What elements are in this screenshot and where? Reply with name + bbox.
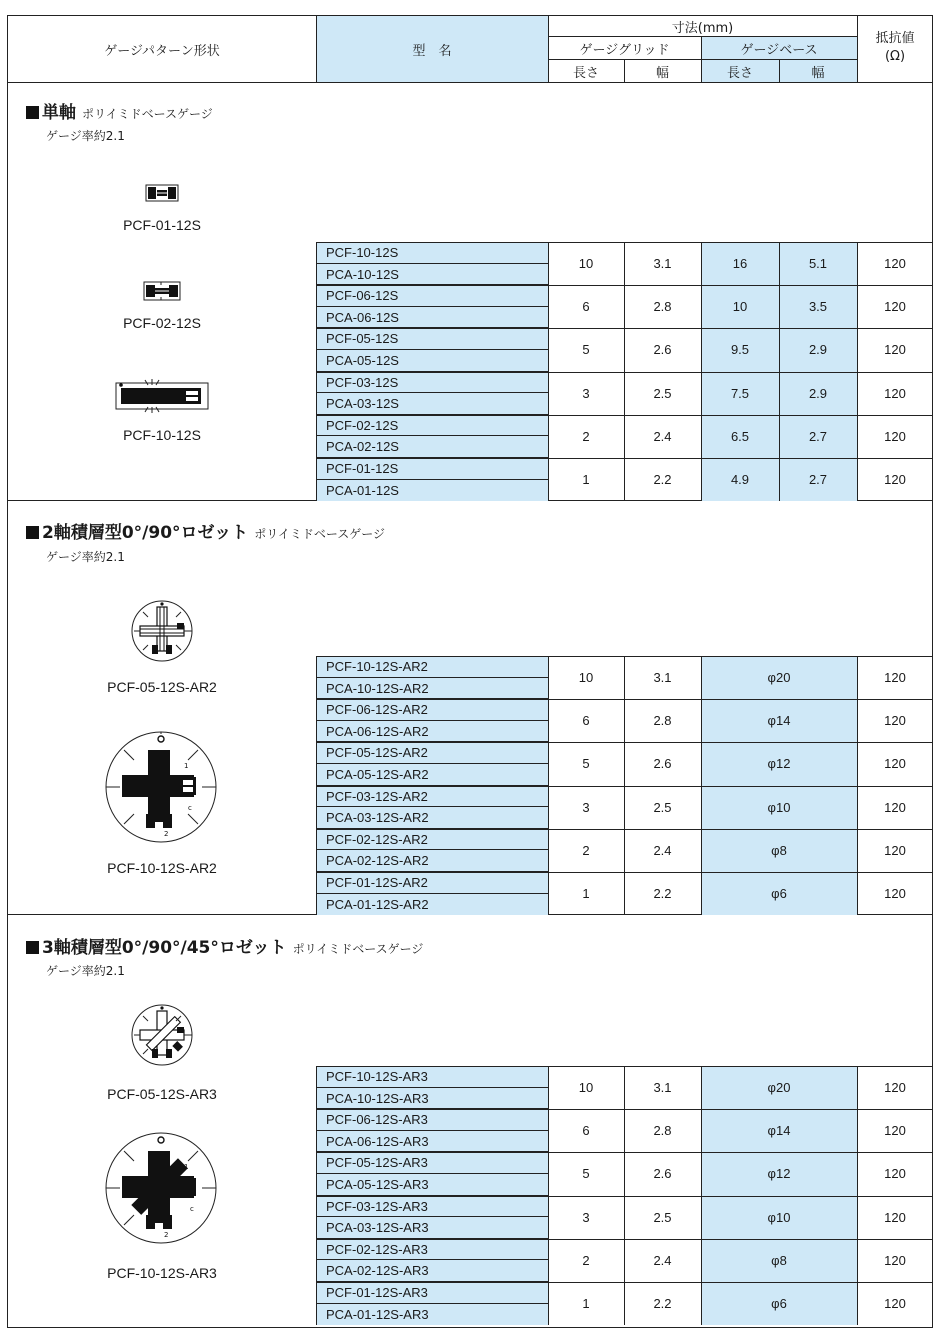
resistance-value: 120 (884, 842, 906, 858)
model-name-cell: PCA-06-12S-AR3 (316, 1131, 548, 1153)
model-name-cell: PCF-03-12S-AR3 (316, 1196, 548, 1218)
base-diameter-value: φ10 (767, 1209, 791, 1225)
grid-length-value: 3 (582, 799, 590, 815)
resistance-unit: (Ω) (884, 49, 906, 64)
base-diameter-value: φ12 (767, 1166, 791, 1182)
rosette-pcf-05-12s-ar3-icon (130, 1003, 194, 1067)
grid-length-value: 3 (582, 385, 590, 401)
model-name-cell: PCA-02-12S (316, 436, 548, 458)
model-name-cell: PCA-10-12S-AR2 (316, 678, 548, 700)
model-name-cell: PCF-02-12S-AR2 (316, 829, 548, 851)
grid-width-value: 2.8 (653, 299, 672, 315)
gauge-pcf-10-12s-icon (115, 379, 209, 413)
base-width-value: 2.9 (808, 342, 828, 358)
resistance-value: 120 (884, 886, 906, 902)
base-diameter-value: φ14 (767, 713, 791, 729)
grid-length-value: 5 (582, 756, 590, 772)
model-name-cell: PCF-01-12S-AR2 (316, 872, 548, 894)
resistance-value: 120 (884, 1209, 906, 1225)
rosette-pcf-05-12s-ar2-icon (130, 599, 194, 663)
grid-width-value: 3.1 (653, 1080, 672, 1096)
dimensions-group-header: 寸法(mm) (671, 20, 734, 36)
resistance-value: 120 (884, 428, 906, 444)
model-name-cell: PCF-01-12S (316, 458, 548, 480)
base-width-value: 2.7 (808, 472, 828, 488)
model-name-cell: PCA-10-12S (316, 264, 548, 286)
rosette-pcf-10-12s-ar2-icon (104, 730, 218, 844)
grid-length-value: 5 (582, 1166, 590, 1182)
model-name-cell: PCF-06-12S (316, 285, 548, 307)
model-name-cell: PCA-10-12S-AR3 (316, 1088, 548, 1110)
base-diameter-value: φ8 (771, 1252, 787, 1268)
caption-pcf-05-12s-ar3: PCF-05-12S-AR3 (107, 1086, 217, 1102)
base-diameter-value: φ6 (771, 886, 787, 902)
section-title-3axis: 3軸積層型0°/90°/45°ロゼット ポリイミドベースゲージ (26, 933, 423, 958)
grid-width-value: 2.8 (653, 713, 672, 729)
section-title-2axis: 2軸積層型0°/90°ロゼット ポリイミドベースゲージ (26, 518, 385, 543)
grid-length-value: 2 (582, 1252, 590, 1268)
base-diameter-value: φ10 (767, 799, 791, 815)
resistance-value: 120 (884, 1166, 906, 1182)
grid-length-value: 6 (582, 299, 590, 315)
base-diameter-value: φ14 (767, 1123, 791, 1139)
resistance-value: 120 (884, 756, 906, 772)
base-length-header: 長さ (726, 65, 753, 81)
grid-length-value: 2 (582, 842, 590, 858)
grid-width-value: 2.2 (653, 1296, 672, 1312)
base-length-value: 7.5 (730, 385, 750, 401)
grid-width-value: 2.6 (653, 342, 672, 358)
grid-width-value: 2.8 (653, 1123, 672, 1139)
resistance-header (857, 30, 933, 66)
resistance-value: 120 (884, 1080, 906, 1096)
grid-length-value: 10 (578, 670, 594, 686)
svg-text:1: 1 (184, 1163, 189, 1171)
grid-length-value: 10 (578, 1080, 594, 1096)
model-name-cell: PCA-01-12S-AR2 (326, 896, 429, 912)
model-name-cell: PCF-10-12S (316, 242, 548, 264)
grid-width-value: 2.5 (653, 1209, 672, 1225)
svg-text:c: c (190, 1205, 194, 1213)
svg-text:1: 1 (184, 762, 189, 770)
grid-length-value: 3 (582, 1209, 590, 1225)
model-name-cell: PCF-05-12S (316, 328, 548, 350)
svg-text:c: c (188, 804, 192, 812)
model-name-cell: PCA-06-12S (316, 307, 548, 329)
model-name-cell: PCF-02-12S-AR3 (316, 1239, 548, 1261)
resistance-value: 120 (884, 256, 906, 272)
base-length-value: 10 (732, 299, 748, 315)
resistance-value: 120 (884, 1252, 906, 1268)
grid-group-header: ゲージグリッド (579, 42, 670, 58)
gauge-factor-2axis: ゲージ率約2.1 (46, 550, 125, 564)
model-name-cell: PCF-03-12S (316, 372, 548, 394)
model-name-cell: PCA-02-12S-AR2 (316, 850, 548, 872)
base-length-value: 16 (732, 256, 748, 272)
grid-width-value: 3.1 (653, 256, 672, 272)
model-name-cell: PCA-01-12S-AR3 (326, 1306, 429, 1322)
model-name-cell: PCA-05-12S-AR2 (316, 764, 548, 786)
model-name-cell: PCF-10-12S-AR3 (316, 1066, 548, 1088)
gauge-pcf-02-12s-icon (143, 281, 181, 301)
resistance-value: 120 (884, 342, 906, 358)
model-name-cell: PCF-01-12S-AR3 (316, 1282, 548, 1304)
grid-length-value: 2 (582, 428, 590, 444)
model-name-cell: PCF-06-12S-AR2 (316, 699, 548, 721)
caption-pcf-10-12s-ar2: PCF-10-12S-AR2 (107, 860, 217, 876)
model-name-cell: PCF-10-12S-AR2 (316, 656, 548, 678)
gauge-pcf-01-12s-icon (145, 184, 179, 202)
grid-width-value: 2.5 (653, 799, 672, 815)
resistance-value: 120 (884, 713, 906, 729)
resistance-value: 120 (884, 670, 906, 686)
base-width-header: 幅 (811, 65, 825, 81)
resistance-label: 抵抗値 (875, 31, 915, 46)
grid-width-value: 2.2 (653, 886, 672, 902)
grid-length-value: 6 (582, 1123, 590, 1139)
resistance-value: 120 (884, 1296, 906, 1312)
grid-length-value: 6 (582, 713, 590, 729)
caption-pcf-10-12s-ar3: PCF-10-12S-AR3 (107, 1265, 217, 1281)
model-name-cell: PCF-03-12S-AR2 (316, 786, 548, 808)
base-length-value: 9.5 (730, 342, 750, 358)
model-name-cell: PCA-03-12S (316, 393, 548, 415)
model-name-cell: PCA-05-12S (316, 350, 548, 372)
base-diameter-value: φ12 (767, 756, 791, 772)
base-length-value: 6.5 (730, 428, 750, 444)
grid-width-header: 幅 (655, 65, 669, 81)
grid-width-value: 3.1 (653, 670, 672, 686)
grid-width-value: 2.4 (653, 842, 672, 858)
square-bullet-icon (26, 526, 39, 539)
gauge-factor-3axis: ゲージ率約2.1 (46, 964, 125, 978)
caption-pcf-02-12s: PCF-02-12S (123, 315, 201, 331)
grid-length-value: 10 (578, 256, 594, 272)
base-diameter-value: φ8 (771, 842, 787, 858)
grid-length-value: 1 (582, 472, 590, 488)
base-width-value: 5.1 (808, 256, 828, 272)
grid-width-value: 2.6 (653, 756, 672, 772)
resistance-value: 120 (884, 385, 906, 401)
model-column-header: 型 名 (412, 43, 452, 59)
grid-width-value: 2.4 (653, 1252, 672, 1268)
grid-width-value: 2.4 (653, 428, 672, 444)
caption-pcf-01-12s: PCF-01-12S (123, 217, 201, 233)
base-length-value: 4.9 (730, 472, 750, 488)
gauge-factor-uniaxial: ゲージ率約2.1 (46, 129, 125, 143)
model-name-cell: PCA-03-12S-AR2 (316, 807, 548, 829)
base-group-header: ゲージベース (740, 42, 818, 58)
square-bullet-icon (26, 941, 39, 954)
svg-text:2: 2 (164, 1231, 169, 1239)
base-diameter-value: φ6 (771, 1296, 787, 1312)
base-diameter-value: φ20 (767, 1080, 791, 1096)
model-name-cell: PCA-02-12S-AR3 (316, 1260, 548, 1282)
model-name-cell: PCA-05-12S-AR3 (316, 1174, 548, 1196)
model-name-cell: PCF-05-12S-AR3 (316, 1152, 548, 1174)
grid-length-value: 1 (582, 1296, 590, 1312)
resistance-value: 120 (884, 799, 906, 815)
grid-length-value: 5 (582, 342, 590, 358)
caption-pcf-10-12s: PCF-10-12S (123, 427, 201, 443)
base-diameter-value: φ20 (767, 670, 791, 686)
model-name-cell: PCF-02-12S (316, 415, 548, 437)
resistance-value: 120 (884, 299, 906, 315)
svg-text:2: 2 (164, 830, 169, 838)
grid-width-value: 2.6 (653, 1166, 672, 1182)
model-name-cell: PCF-06-12S-AR3 (316, 1109, 548, 1131)
grid-length-header: 長さ (572, 65, 599, 81)
model-name-cell: PCF-05-12S-AR2 (316, 742, 548, 764)
grid-width-value: 2.5 (653, 385, 672, 401)
base-width-value: 2.7 (808, 428, 828, 444)
model-name-cell: PCA-03-12S-AR3 (316, 1217, 548, 1239)
rosette-pcf-10-12s-ar3-icon (104, 1131, 218, 1245)
square-bullet-icon (26, 106, 39, 119)
grid-width-value: 2.2 (653, 472, 672, 488)
section-title-uniaxial: 単軸 ポリイミドベースゲージ (26, 98, 213, 123)
base-width-value: 2.9 (808, 385, 828, 401)
grid-length-value: 1 (582, 886, 590, 902)
model-name-cell: PCA-01-12S (326, 482, 399, 498)
model-name-cell: PCA-06-12S-AR2 (316, 721, 548, 743)
resistance-value: 120 (884, 1123, 906, 1139)
pattern-column-header: ゲージパターン形状 (104, 43, 220, 59)
caption-pcf-05-12s-ar2: PCF-05-12S-AR2 (107, 679, 217, 695)
resistance-value: 120 (884, 472, 906, 488)
base-width-value: 3.5 (808, 299, 828, 315)
